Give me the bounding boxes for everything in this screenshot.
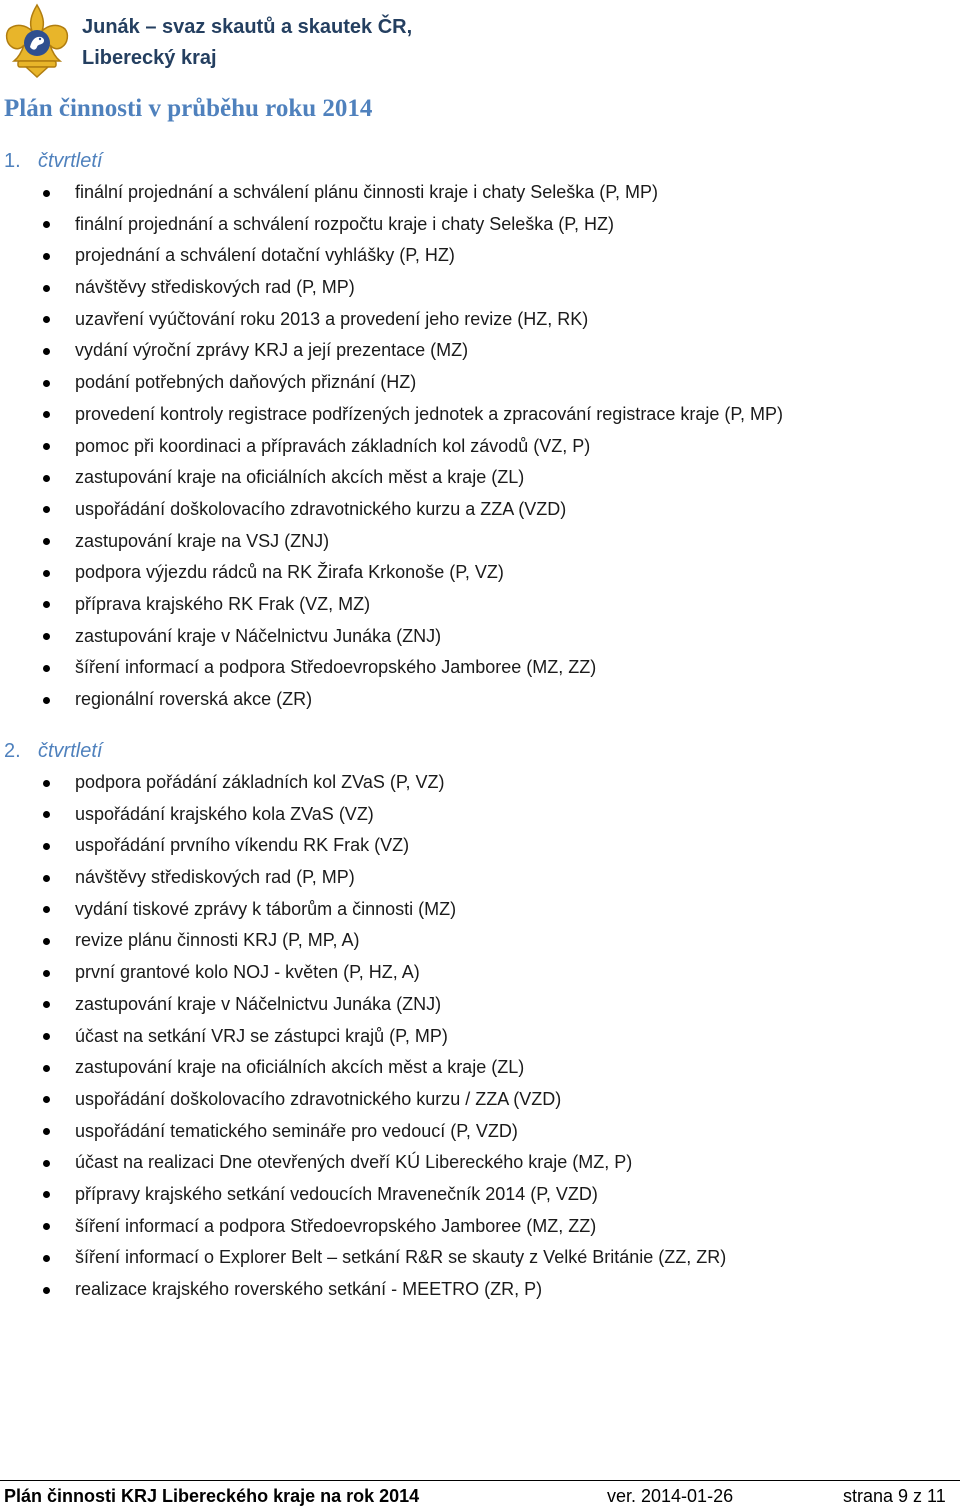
list-item-text: zastupování kraje v Náčelnictvu Junáka (ZNJ) [75,993,442,1014]
bullet-icon [43,875,50,882]
bullet-icon [43,906,50,913]
list-item-text: účast na realizaci Dne otevřených dveří KÚ Libereckého kraje (MZ, P) [75,1152,633,1173]
list-item [0,1179,960,1211]
list-item-text: návštěvy střediskových rad (P, MP) [75,867,355,888]
list-item-text: první grantové kolo NOJ - květen (P, HZ, A) [75,962,420,983]
bullet-icon [43,380,50,387]
list-item-text: příprava krajského RK Frak (VZ, MZ) [75,593,371,614]
list-item [0,462,960,494]
list-item-text: podání potřebných daňových přiznání (HZ) [75,372,417,393]
list-item [0,399,960,431]
organization-name-line2: Liberecký kraj [82,47,217,69]
section-heading-label: čtvrtletí [38,150,103,172]
bullet-icon [43,1128,50,1135]
list-item [0,240,960,272]
bullet-icon [43,316,50,323]
list-item-text: vydání výroční zprávy KRJ a její prezentace (MZ) [75,340,469,361]
bullet-icon [43,411,50,418]
list-item [0,589,960,621]
list-item-text: finální projednání a schválení plánu činnosti kraje i chaty Seleška (P, MP) [75,182,658,202]
list-item-text: návštěvy střediskových rad (P, MP) [75,277,355,298]
bullet-icon [43,253,50,260]
bullet-icon [43,506,50,513]
organization-name [82,12,412,74]
list-item [0,684,960,716]
bullet-icon [43,1160,50,1167]
page-header [0,0,960,82]
footer-version: ver. 2014-01-26 [607,1486,734,1506]
list-item [0,1084,960,1116]
bullet-icon [43,1033,50,1040]
page-title: Plán činnosti v průběhu roku 2014 [4,95,373,122]
list-item-text: uspořádání tematického semináře pro vedoucí (P, VZD) [75,1120,518,1141]
bullet-icon [43,665,50,672]
bullet-icon [43,1287,50,1294]
list-item [0,1052,960,1084]
bullet-icon [43,538,50,545]
list-item-text: provedení kontroly registrace podřízených jednotek a zpracování registrace kraje (P, MP) [75,403,784,424]
bullet-icon [43,443,50,450]
list-item [0,621,960,653]
bullet-icon [43,348,50,355]
section-heading-label: čtvrtletí [38,740,103,762]
bullet-icon [43,1065,50,1072]
list-item [0,526,960,558]
list-item-text: podpora pořádání základních kol ZVaS (P, VZ) [75,772,445,792]
list-item-text: zastupování kraje na oficiálních akcích měst a kraje (ZL) [75,467,525,488]
list-item-text: uspořádání doškolovacího zdravotnického kurzu / ZZA (VZD) [75,1088,562,1109]
list-item [0,862,960,894]
list-item [0,894,960,926]
activity-list [0,177,960,716]
list-item [0,1211,960,1243]
bullet-icon [43,811,50,818]
list-item-text: regionální roverská akce (ZR) [75,689,313,709]
activity-list [0,767,960,1306]
section-number: 2. [4,740,21,762]
bullet-icon [43,221,50,228]
list-item-text: projednání a schválení dotační vyhlášky (P, HZ) [75,245,455,266]
list-item [0,367,960,399]
list-item-text: šíření informací a podpora Středoevropského Jamboree (MZ, ZZ) [75,657,597,678]
bullet-icon [43,1001,50,1008]
list-item-text: uspořádání krajského kola ZVaS (VZ) [75,803,374,824]
bullet-icon [43,190,50,197]
bullet-icon [43,780,50,787]
list-item [0,1116,960,1148]
bullet-icon [43,1223,50,1230]
list-item-text: šíření informací o Explorer Belt – setkání R&R se skauty z Velké Británie (ZZ, ZR) [75,1247,727,1268]
section-heading [4,735,960,767]
list-item-text: zastupování kraje na oficiálních akcích měst a kraje (ZL) [75,1057,525,1078]
list-item-text: přípravy krajského setkání vedoucích Mravenečník 2014 (P, VZD) [75,1183,598,1204]
list-item [0,799,960,831]
list-item [0,1242,960,1274]
list-item-text: pomoc při koordinaci a přípravách základních kol závodů (VZ, P) [75,435,591,456]
list-item [0,557,960,589]
list-item [0,494,960,526]
list-item [0,272,960,304]
bullet-icon [43,697,50,704]
bullet-icon [43,1191,50,1198]
bullet-icon [43,475,50,482]
bullet-icon [43,843,50,850]
list-item [0,304,960,336]
junak-lily-logo-icon [4,3,70,79]
list-item [0,767,960,799]
bullet-icon [43,1096,50,1103]
organization-name-line1: Junák – svaz skautů a skautek ČR, [82,16,413,38]
bullet-icon [43,285,50,292]
list-item [0,830,960,862]
list-item [0,957,960,989]
footer-divider [0,1480,960,1481]
list-item [0,1021,960,1053]
footer-title: Plán činnosti KRJ Libereckého kraje na rok 2014 [4,1486,420,1506]
list-item-text: finální projednání a schválení rozpočtu kraje i chaty Seleška (P, HZ) [75,213,614,234]
list-item-text: účast na setkání VRJ se zástupci krajů (P, MP) [75,1025,448,1046]
section-q1 [0,145,960,716]
list-item-text: šíření informací a podpora Středoevropského Jamboree (MZ, ZZ) [75,1215,597,1236]
list-item-text: vydání tiskové zprávy k táborům a činnosti (MZ) [75,898,457,919]
list-item-text: uzavření vyúčtování roku 2013 a provedení jeho revize (HZ, RK) [75,308,589,329]
bullet-icon [43,601,50,608]
list-item [0,335,960,367]
section-heading [4,145,960,177]
list-item-text: podpora výjezdu rádců na RK Žirafa Krkonoše (P, VZ) [75,562,504,583]
list-item-text: realizace krajského roverského setkání - MEETRO (ZR, P) [75,1279,543,1299]
list-item [0,925,960,957]
section-number: 1. [4,150,21,172]
list-item-text: uspořádání doškolovacího zdravotnického kurzu a ZZA (VZD) [75,498,567,519]
bullet-icon [43,938,50,945]
page-footer [0,1478,960,1510]
bullet-icon [43,633,50,640]
list-item-text: uspořádání prvního víkendu RK Frak (VZ) [75,835,410,856]
list-item-text: revize plánu činnosti KRJ (P, MP, A) [75,930,360,951]
list-item-text: zastupování kraje na VSJ (ZNJ) [75,530,330,551]
list-item [0,989,960,1021]
list-item [0,652,960,684]
footer-page-number: strana 9 z 11 [843,1486,946,1506]
list-item [0,431,960,463]
list-item [0,177,960,209]
list-item [0,209,960,241]
section-q2 [0,735,960,1306]
bullet-icon [43,970,50,977]
bullet-icon [43,570,50,577]
list-item-text: zastupování kraje v Náčelnictvu Junáka (ZNJ) [75,625,442,646]
bullet-icon [43,1255,50,1262]
list-item [0,1274,960,1306]
list-item [0,1147,960,1179]
